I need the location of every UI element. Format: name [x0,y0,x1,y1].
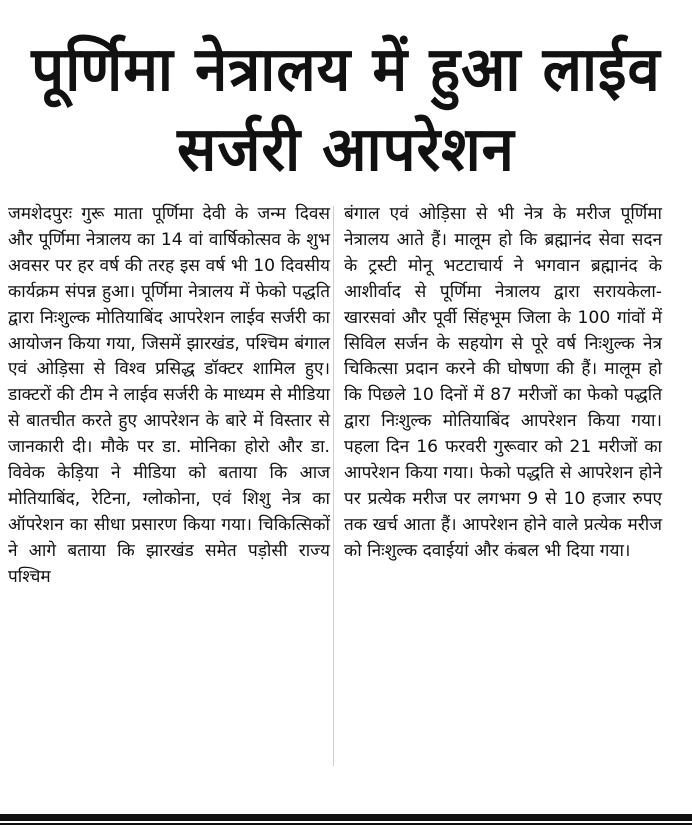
bottom-rule-thin [0,823,692,825]
article-column-left [8,202,330,591]
article-column-right [344,202,662,565]
article-body-right: बंगाल एवं ओड़िसा से भी नेत्र के मरीज पूर्णिमा नेत्रालय आते हैं। मालूम हो कि ब्रह्मानंद सेवा सदन के ट्रस्टी मोनू भटटाचार्य ने भगवान ब्रह्मानंद के आशीर्वाद से पूर्णिमा नेत्रालय द्वारा सरायकेला-खारसवां और पूर्वी सिंहभूम जिला के 100 गांवों में सिविल सर्जन के सहयोग से पूरे वर्ष निःशुल्क नेत्र चिकित्सा प्रदान करने की घोषणा की हैं। मालूम हो कि पिछले 10 दिनों में 87 मरीजों का फेको पद्धति द्वारा निःशुल्क मोतियाबिंद आपरेशन किया गया। पहला दिन 16 फरवरी गुरूवार को 21 मरीजों का आपरेशन किया गया। फेको पद्धति से आपरेशन होने पर प्रत्येक मरीज पर लगभग 9 से 10 हजार रुपए तक खर्च आता हैं। आपरेशन होने वाले प्रत्येक मरीज को निःशुल्क दवाईयां और कंबल भी दिया गया। [344,204,662,561]
headline-line-2: सर्जरी आपरेशन [177,113,515,185]
bottom-rule [0,814,692,821]
headline-line-1: पूर्णिमा नेत्रालय में हुआ लाईव [31,33,661,105]
column-divider [333,206,334,766]
article-body-left: जमशेदपुरः गुरू माता पूर्णिमा देवी के जन्म दिवस और पूर्णिमा नेत्रालय का 14 वां वार्षिकोत्सव के शुभ अवसर पर हर वर्ष की तरह इस वर्ष भी 10 दिवसीय कार्यक्रम संपन्न हुआ। पूर्णिमा नेत्रालय में फेको पद्धति द्वारा निःशुल्क मोतियाबिंद आपरेशन लाईव सर्जरी का आयोजन किया गया, जिसमें झारखंड, पश्चिम बंगाल एवं ओड़िसा से विश्व प्रसिद्ध डॉक्टर शामिल हुए। डाक्टरों की टीम ने लाईव सर्जरी के माध्यम से मीडिया से बातचीत करते हुए आपरेशन के बारे में विस्तार से जानकारी दी। मौके पर डा. मोनिका होरो और डा. विवेक केड़िया ने मीडिया को बताया कि आज मोतियाबिंद, रेटिना, ग्लोकोना, एवं शिशु नेत्र का ऑपरेशन का सीधा प्रसारण किया गया। चिकित्सिकों ने आगे बताया कि झारखंड समेत पड़ोसी राज्य पश्चिम [8,204,330,587]
